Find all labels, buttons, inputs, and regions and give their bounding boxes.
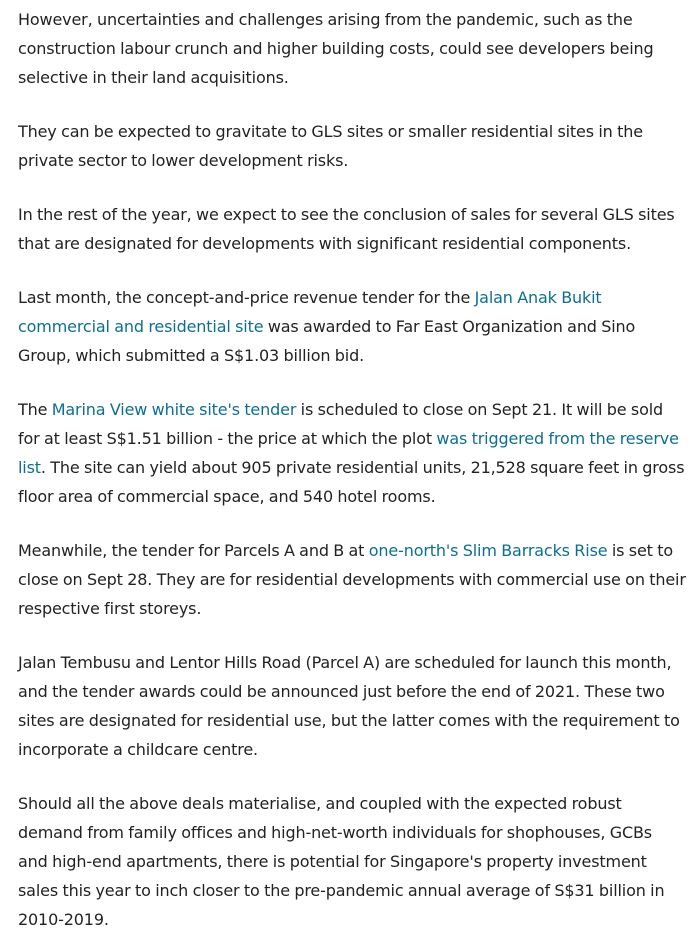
paragraph-investment-sales: Should all the above deals materialise, and coupled with the expected robust demand from family offices and high-net-worth individuals for shophouses, GCBs and high-end apartments, there is potential for Singapore's property investment sales this year to inch closer to the pre-pandemic annual average of S$31 billion in 2010-2019. [18,794,665,929]
paragraph-jalan-anak-bukit [18,283,686,370]
paragraph-text: is set to close on Sept 28. They are for residential developments with commercial use on their respective first storeys. [18,541,686,618]
paragraph-pandemic-challenges: However, uncertainties and challenges arising from the pandemic, such as the construction labour crunch and higher building costs, could see developers being selective in their land acquisitions. [18,10,654,87]
paragraph-text: is scheduled to close on Sept 21. It will be sold for at least S$1.51 billion - the price at which the plot [18,400,664,448]
paragraph-text: Last month, the concept-and-price revenue tender for the [18,288,475,307]
paragraph-slim-barracks [18,536,686,623]
link-reserve-list[interactable]: was triggered from the reserve list [18,429,679,477]
paragraph-jalan-tembusu: Jalan Tembusu and Lentor Hills Road (Parcel A) are scheduled for launch this month, and the tender awards could be announced just before the end of 2021. These two sites are designated for residential use, but the latter comes with the requirement to incorporate a childcare centre. [18,653,680,759]
link-jalan-anak-bukit-site[interactable]: Jalan Anak Bukit commercial and residential site [18,288,602,336]
link-marina-view-tender[interactable]: Marina View white site's tender [51,400,297,419]
paragraph-text: . The site can yield about 905 private residential units, 21,528 square feet in gross floor area of commercial space, and 540 hotel rooms. [18,458,685,506]
paragraph-text: The [18,400,52,419]
paragraph-rest-of-year: In the rest of the year, we expect to see the conclusion of sales for several GLS sites that are designated for developments with significant residential components. [18,205,675,253]
paragraph-marina-view [18,395,686,511]
paragraph-text: Meanwhile, the tender for Parcels A and B at [18,541,369,560]
link-slim-barracks-rise[interactable]: one-north's Slim Barracks Rise [368,541,608,560]
paragraph-text: was awarded to Far East Organization and Sino Group, which submitted a S$1.03 billion bid. [18,317,636,365]
paragraph-gls-sites: They can be expected to gravitate to GLS sites or smaller residential sites in the private sector to lower development risks. [18,122,643,170]
